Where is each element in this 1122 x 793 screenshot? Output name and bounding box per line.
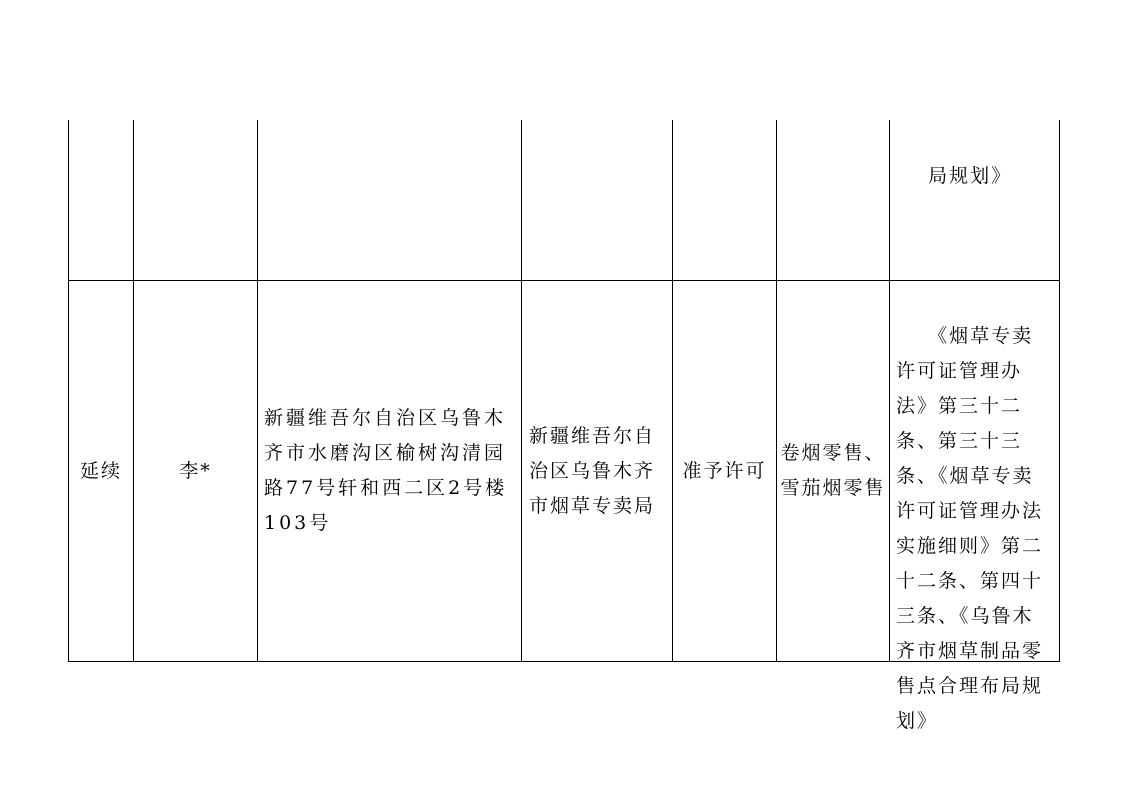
row2-type-text: 延续 xyxy=(79,459,122,482)
table-border-right xyxy=(1059,120,1060,662)
row1-basis-cell xyxy=(896,124,1054,229)
column-divider-5 xyxy=(776,120,777,662)
row1-basis-text: 局规划》 xyxy=(928,165,1013,187)
row2-scope-text: 卷烟零售、雪茄烟零售 xyxy=(780,442,886,499)
column-divider-2 xyxy=(257,120,258,662)
column-divider-6 xyxy=(889,120,890,662)
row2-basis-cell xyxy=(896,284,1054,732)
column-divider-3 xyxy=(521,120,522,662)
row2-type-cell xyxy=(69,281,133,661)
row2-address-cell xyxy=(264,281,514,661)
row2-authority-cell xyxy=(529,281,667,661)
row2-name-cell xyxy=(134,281,257,661)
row2-decision-text: 准予许可 xyxy=(682,459,767,482)
row2-basis-text: 《烟草专卖许可证管理办法》第三十二条、第三十三条、《烟草专卖许可证管理办法实施细则》第二十二条、第四十三条、《乌鲁木齐市烟草制品零售点合理布局规划》 xyxy=(896,325,1044,732)
row2-authority-text: 新疆维吾尔自治区乌鲁木齐市烟草专卖局 xyxy=(529,424,656,517)
row2-decision-cell xyxy=(673,281,776,661)
row2-name-text: 李* xyxy=(179,459,212,482)
row2-address-text: 新疆维吾尔自治区乌鲁木齐市水磨沟区榆树沟清园路77号轩和西二区2号楼103号 xyxy=(264,407,508,534)
row2-scope-cell xyxy=(779,281,887,661)
